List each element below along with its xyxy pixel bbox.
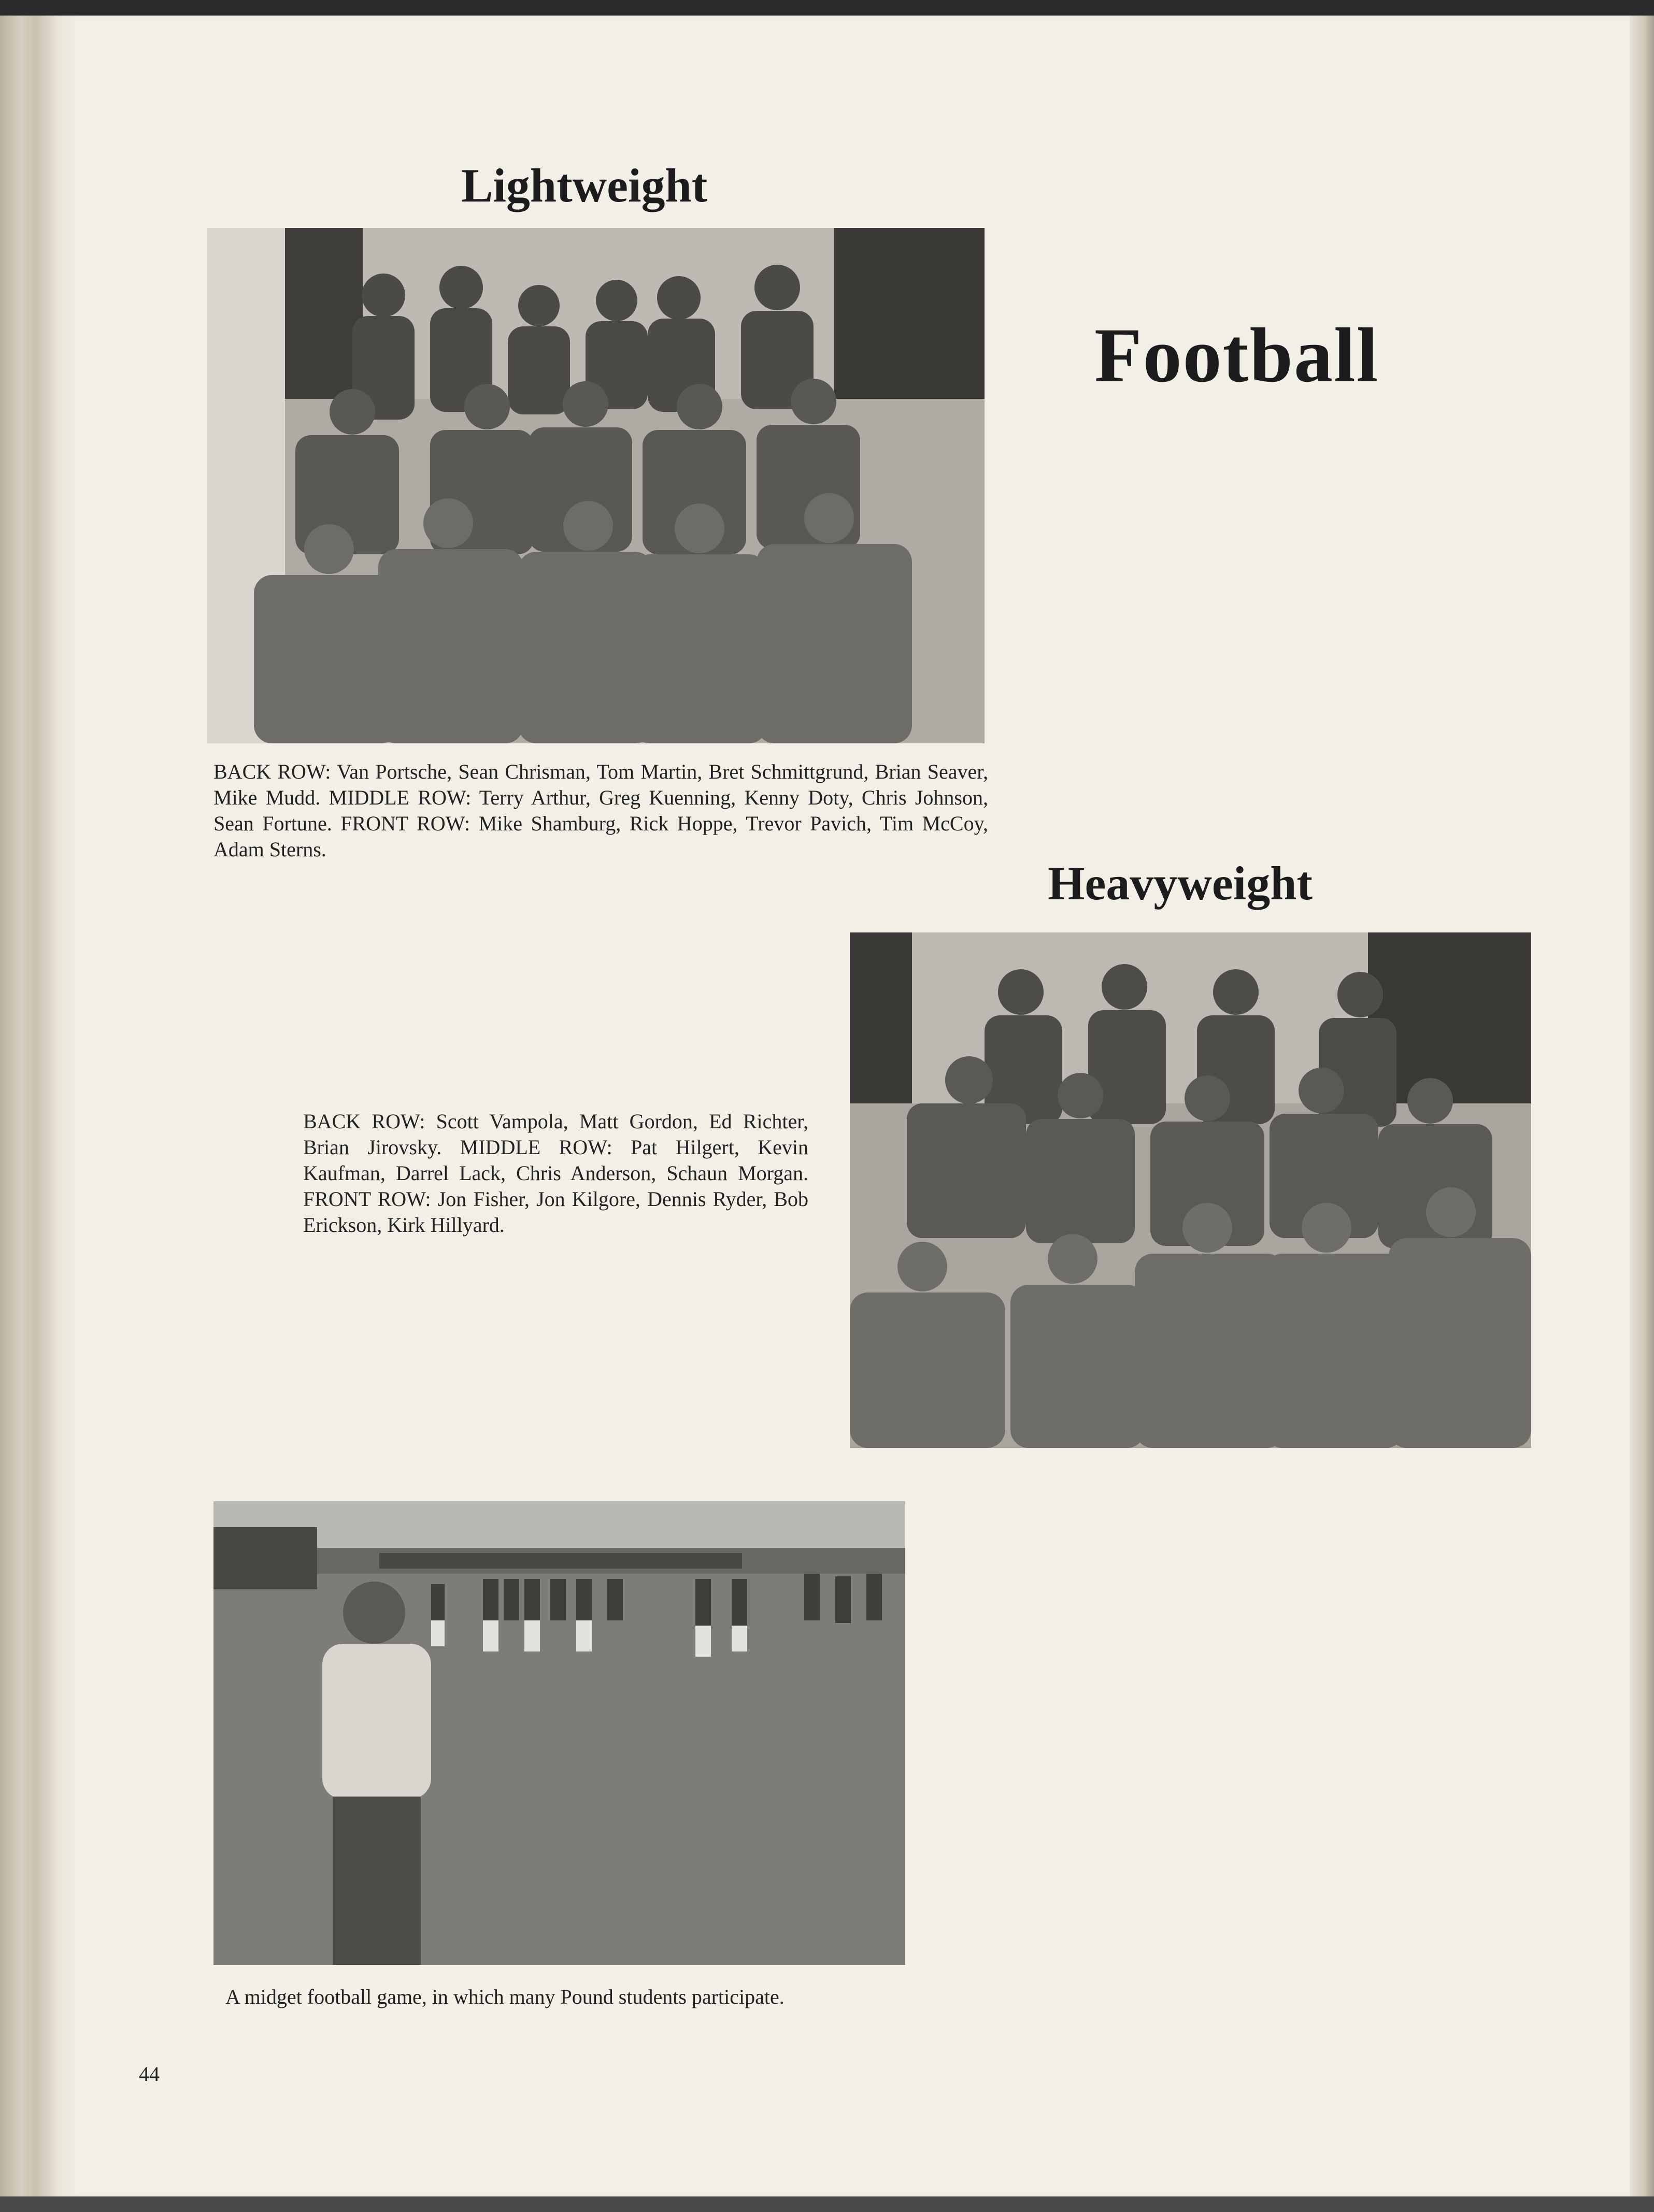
football-title: Football (1094, 312, 1379, 398)
game-caption: A midget football game, in which many Pound students participate. (225, 1985, 785, 2008)
scan-top-border (0, 0, 1654, 16)
page-right-edge (1630, 16, 1654, 2196)
heavyweight-team-photo (850, 932, 1531, 1448)
lightweight-caption: BACK ROW: Van Portsche, Sean Chrisman, Tom Martin, Bret Schmittgrund, Brian Seaver, Mike Mudd. MIDDLE ROW: Terry Arthur, Greg Kuenning, Kenny Doty, Chris Johnson, Sean Fortune. FRONT ROW: Mike Shamburg, Rick Hoppe, Trevor Pavich, Tim McCoy, Adam Sterns. (213, 760, 988, 861)
lightweight-team-photo (207, 228, 985, 743)
scan-bottom-border (0, 2196, 1654, 2212)
football-game-photo (213, 1501, 905, 1965)
heavyweight-caption: BACK ROW: Scott Vampola, Matt Gordon, Ed Richter, Brian Jirovsky. MIDDLE ROW: Pat Hilgert, Kevin Kaufman, Darrel Lack, Chris Anderson, Schaun Morgan. FRONT ROW: Jon Fisher, Jon Kilgore, Dennis Ryder, Bob Erickson, Kirk Hillyard. (303, 1110, 808, 1237)
heavyweight-heading: Heavyweight (1048, 857, 1313, 910)
lightweight-heading: Lightweight (461, 159, 708, 212)
page-number: 44 (139, 2062, 160, 2086)
